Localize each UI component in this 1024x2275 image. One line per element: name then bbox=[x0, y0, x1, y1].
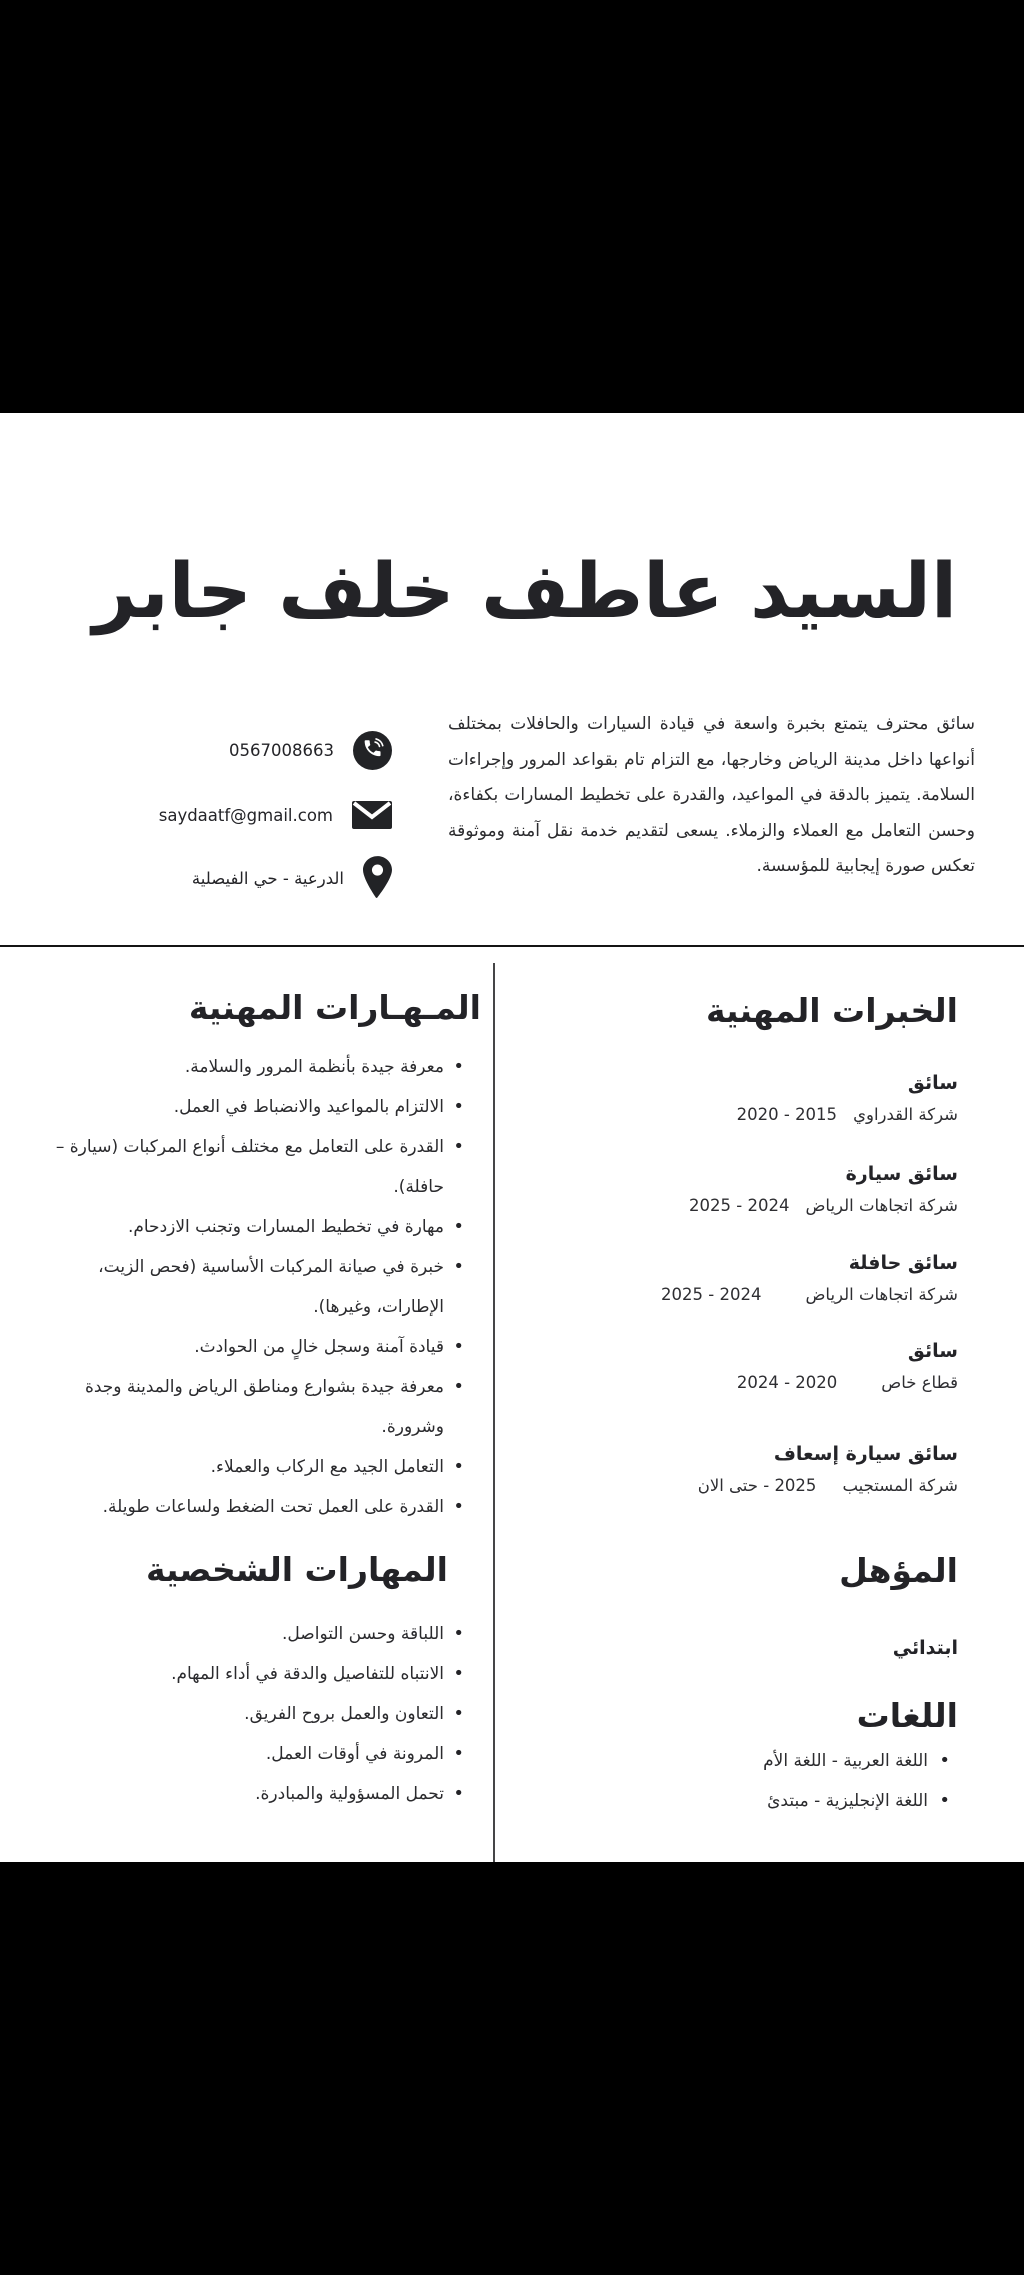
candidate-name: السيد عاطف خلف جابر bbox=[92, 546, 957, 635]
phone-number: 0567008663 bbox=[229, 741, 334, 760]
job-role: سائق bbox=[907, 1072, 958, 1094]
job-role: سائق bbox=[907, 1340, 958, 1362]
skill-item: • خبرة في صيانة المركبات الأساسية (فحص الزيت، الإطارات، وغيرها). bbox=[48, 1247, 462, 1327]
company-name: قطاع خاص bbox=[881, 1373, 958, 1392]
company-name: شركة القدراوي bbox=[853, 1105, 958, 1124]
experience-entry bbox=[522, 1338, 958, 1396]
skill-item: • القدرة على التعامل مع مختلف أنواع المركبات (سيارة – حافلة). bbox=[48, 1127, 462, 1207]
profile-summary: سائق محترف يتمتع بخبرة واسعة في قيادة السيارات والحافلات بمختلف أنواعها داخل مدينة الرياض وخارجها، مع التزام تام بقواعد المرور وإجراءات السلامة. يتميز بالدقة في المواعيد، والقدرة على تخطيط المسارات بكفاءة، وحسن التعامل مع العملاء والزملاء. يسعى لتقديم خدمة نقل آمنة وموثوقة تعكس صورة إيجابية للمؤسسة. bbox=[448, 714, 975, 876]
column-divider bbox=[493, 963, 495, 1862]
job-role: سائق سيارة إسعاف bbox=[773, 1443, 958, 1465]
phone-icon bbox=[353, 731, 392, 770]
experience-column bbox=[522, 988, 958, 1821]
professional-skills-title: المـهـارات المهنية bbox=[188, 988, 481, 1027]
skill-item: • تحمل المسؤولية والمبادرة. bbox=[48, 1774, 462, 1814]
skill-item: • قيادة آمنة وسجل خالٍ من الحوادث. bbox=[48, 1327, 462, 1367]
skill-item: • الانتباه للتفاصيل والدقة في أداء المهام. bbox=[48, 1654, 462, 1694]
skill-item: • مهارة في تخطيط المسارات وتجنب الازدحام. bbox=[48, 1207, 462, 1247]
job-role: سائق حافلة bbox=[848, 1252, 958, 1274]
company-name: شركة اتجاهات الرياض bbox=[805, 1196, 958, 1215]
language-item: • اللغة الإنجليزية - مبتدئ bbox=[522, 1781, 958, 1821]
contact-location-row bbox=[192, 856, 392, 901]
qualification-section-title: المؤهل bbox=[839, 1551, 958, 1590]
top-letterbox-bar bbox=[0, 0, 1024, 413]
employment-period: 2020 - 2024 bbox=[736, 1373, 838, 1392]
languages-list bbox=[522, 1741, 958, 1821]
language-item: • اللغة العربية - اللغة الأم bbox=[522, 1741, 958, 1781]
location-pin-icon bbox=[363, 856, 392, 901]
employment-period: 2024 - 2025 bbox=[661, 1285, 762, 1304]
skill-item: • التعامل الجيد مع الركاب والعملاء. bbox=[48, 1447, 462, 1487]
company-name: شركة اتجاهات الرياض bbox=[805, 1285, 958, 1304]
contact-email-row bbox=[159, 801, 392, 829]
experience-section-title: الخبرات المهنية bbox=[705, 991, 958, 1030]
skill-item: • معرفة جيدة بشوارع ومناطق الرياض والمدينة وجدة وشرورة. bbox=[48, 1367, 462, 1447]
mail-icon bbox=[352, 801, 392, 829]
company-name: شركة المستجيب bbox=[842, 1476, 958, 1495]
bottom-letterbox-bar bbox=[0, 1862, 1024, 2275]
experience-entry bbox=[522, 1441, 958, 1499]
skill-item: • المرونة في أوقات العمل. bbox=[48, 1734, 462, 1774]
employment-period: 2025 - حتى الان bbox=[697, 1476, 817, 1495]
job-role: سائق سيارة bbox=[845, 1163, 958, 1185]
skills-column bbox=[48, 985, 481, 1814]
professional-skills-list bbox=[48, 1047, 462, 1527]
skill-item: • اللباقة وحسن التواصل. bbox=[48, 1614, 462, 1654]
employment-period: 2015 - 2020 bbox=[736, 1105, 838, 1124]
experience-entry bbox=[522, 1161, 958, 1219]
personal-skills-title: المهارات الشخصية bbox=[145, 1550, 448, 1589]
experience-entry bbox=[522, 1070, 958, 1128]
experience-entry bbox=[522, 1250, 958, 1308]
personal-skills-list bbox=[48, 1614, 462, 1814]
employment-period: 2024 - 2025 bbox=[689, 1196, 790, 1215]
horizontal-divider bbox=[0, 945, 1024, 947]
qualification-value: ابتدائي bbox=[892, 1637, 958, 1659]
skill-item: • القدرة على العمل تحت الضغط ولساعات طويلة. bbox=[48, 1487, 462, 1527]
skill-item: • الالتزام بالمواعيد والانضباط في العمل. bbox=[48, 1087, 462, 1127]
languages-section-title: اللغات bbox=[856, 1696, 958, 1735]
contact-phone-row bbox=[229, 731, 392, 770]
skill-item: • معرفة جيدة بأنظمة المرور والسلامة. bbox=[48, 1047, 462, 1087]
email-address: saydaatf@gmail.com bbox=[158, 805, 333, 825]
skill-item: • التعاون والعمل بروح الفريق. bbox=[48, 1694, 462, 1734]
location-text: الدرعية - حي الفيصلية bbox=[191, 869, 344, 888]
